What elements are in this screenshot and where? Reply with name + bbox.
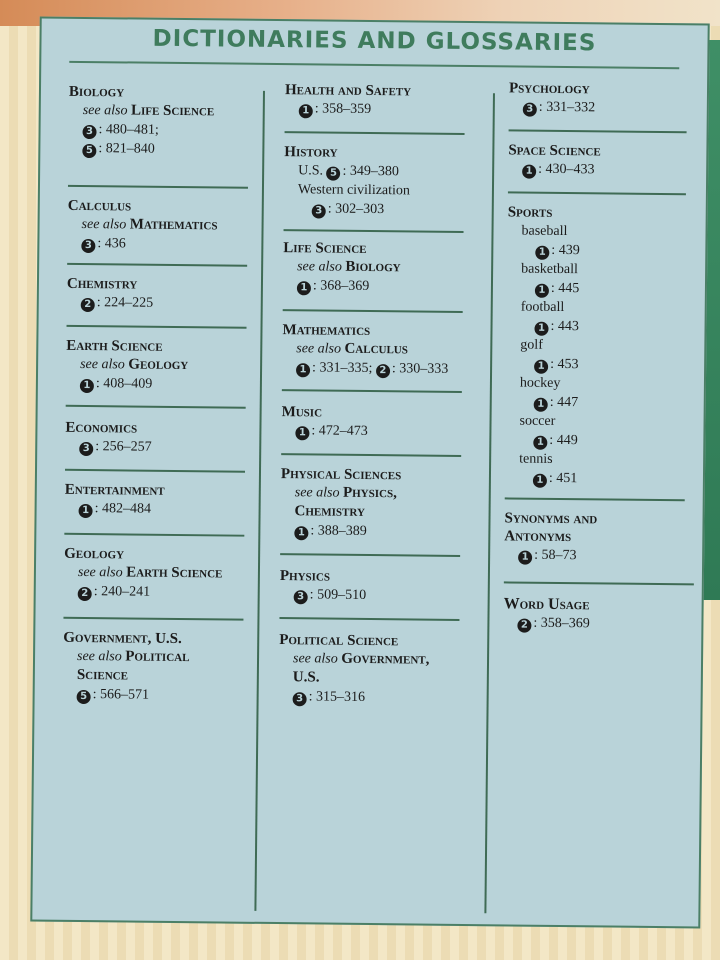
volume-number-icon: 1 xyxy=(533,474,547,488)
entry-head: Space Science xyxy=(508,142,601,160)
sub-entry-western: Western civilization xyxy=(297,182,411,199)
entry-head: Health and Safety xyxy=(284,82,412,100)
volume-number-icon: 2 xyxy=(517,619,531,633)
see-also-line: see also Earth Science xyxy=(77,564,223,582)
entry-sports xyxy=(505,203,688,489)
volume-ref: 1 : 482–484 xyxy=(65,499,245,520)
entry-calculus xyxy=(67,197,248,255)
entry-separator xyxy=(285,131,465,134)
volume-number-icon: 3 xyxy=(312,204,326,218)
volume-ref: 3 : 315–316 xyxy=(279,687,469,708)
volume-ref: 1 : 453 xyxy=(506,354,686,375)
entry-head: Geology xyxy=(64,545,125,563)
column-2 xyxy=(279,82,475,705)
see-also-line: see also Calculus xyxy=(296,340,409,358)
volume-number-icon: 1 xyxy=(535,246,549,260)
sub-entry: hockey xyxy=(519,375,561,391)
volume-ref: 1 : 368–369 xyxy=(283,276,473,297)
entry-geology xyxy=(64,545,245,603)
volume-number-icon: 1 xyxy=(296,363,310,377)
volume-ref: 1 : 451 xyxy=(505,468,685,489)
volume-number-icon: 2 xyxy=(81,298,95,312)
entry-head: Life Science xyxy=(283,240,367,257)
see-also-line: see also Physics, xyxy=(294,484,397,502)
entry-separator xyxy=(68,185,248,188)
column-3 xyxy=(503,80,689,632)
page-title: DICTIONARIES AND GLOSSARIES xyxy=(152,25,597,57)
entry-head: Mathematics xyxy=(282,322,371,339)
sub-entry: basketball xyxy=(521,261,578,278)
sub-entry: golf xyxy=(520,337,543,353)
volume-ref: 3 : 436 xyxy=(67,234,247,255)
entry-head: Synonyms and xyxy=(504,510,598,528)
volume-number-icon: 1 xyxy=(79,504,93,518)
entry-separator xyxy=(67,325,247,328)
entry-head: History xyxy=(284,144,338,161)
entry-head: Economics xyxy=(65,419,138,437)
entry-separator xyxy=(509,129,687,132)
see-also-continuation: U.S. xyxy=(292,669,320,686)
sub-entry: soccer xyxy=(519,413,556,429)
volume-number-icon: 3 xyxy=(523,103,537,117)
entry-head-continuation: Antonyms xyxy=(504,528,572,546)
volume-number-icon: 1 xyxy=(299,104,313,118)
volume-ref: 1 : 447 xyxy=(506,392,686,413)
see-also-continuation: Chemistry xyxy=(294,503,366,520)
volume-number-icon: 1 xyxy=(297,281,311,295)
column-divider-2 xyxy=(484,93,495,913)
volume-ref: 2 : 358–369 xyxy=(503,613,683,634)
see-also-line: see also Geology xyxy=(80,356,189,374)
entry-head: Psychology xyxy=(508,80,590,98)
volume-number-icon: 1 xyxy=(80,379,94,393)
entry-separator xyxy=(67,263,247,266)
volume-number-icon: 3 xyxy=(294,590,308,604)
volume-number-icon: 1 xyxy=(533,436,547,450)
volume-ref: 5 : 821–840 xyxy=(68,139,248,160)
volume-ref: 1 : 430–433 xyxy=(508,159,688,180)
entry-political-science xyxy=(279,631,470,708)
volume-number-icon: 1 xyxy=(522,165,536,179)
sub-entry: football xyxy=(520,299,565,316)
column-divider-1 xyxy=(254,91,265,911)
entry-head: Word Usage xyxy=(503,595,590,614)
volume-number-icon: 1 xyxy=(295,426,309,440)
entry-psychology xyxy=(509,79,689,118)
see-also-line: see also Mathematics xyxy=(81,216,218,234)
see-also-line: see also Biology xyxy=(297,258,401,276)
volume-ref: 1 : 449 xyxy=(505,430,685,451)
entry-separator xyxy=(508,191,686,194)
sub-entry: baseball xyxy=(521,223,568,240)
volume-ref: 1 : 408–409 xyxy=(66,374,246,395)
volume-number-icon: 3 xyxy=(79,442,93,456)
entry-separator xyxy=(281,453,461,456)
entry-synonyms-and-antonyms xyxy=(504,509,685,566)
volume-ref: 1 : 443 xyxy=(506,316,686,337)
sub-entry-us: U.S. 5 : 349–380 xyxy=(298,163,400,180)
volume-number-icon: 1 xyxy=(534,360,548,374)
entry-separator xyxy=(63,617,243,620)
entry-separator xyxy=(66,405,246,408)
volume-number-icon: 5 xyxy=(326,167,340,181)
volume-ref: 1 : 331–335; 2 : 330–333 xyxy=(282,358,472,379)
volume-number-icon: 3 xyxy=(81,239,95,253)
volume-number-icon: 5 xyxy=(77,690,91,704)
volume-ref: 1 : 439 xyxy=(507,240,687,261)
entry-economics xyxy=(65,419,245,458)
entry-government-us xyxy=(63,629,244,706)
entry-separator xyxy=(283,309,463,312)
volume-number-icon: 1 xyxy=(534,398,548,412)
volume-ref: 1 : 58–73 xyxy=(504,545,684,566)
entry-space-science xyxy=(508,141,688,180)
entry-life-science xyxy=(283,239,474,297)
entry-head: Entertainment xyxy=(64,481,165,499)
entry-head: Calculus xyxy=(67,197,132,215)
entry-separator xyxy=(505,497,685,500)
volume-ref: 1 : 472–473 xyxy=(281,421,471,442)
see-also-continuation: Science xyxy=(76,666,129,684)
entry-head: Sports xyxy=(507,204,553,221)
volume-ref: 3 : 480–481; xyxy=(68,120,248,141)
volume-number-icon: 3 xyxy=(293,692,307,706)
entry-head: Political Science xyxy=(279,632,399,650)
title-rule xyxy=(69,61,679,69)
entry-separator xyxy=(65,469,245,472)
entry-separator xyxy=(284,229,464,232)
entry-head: Government, U.S. xyxy=(63,629,182,648)
entry-music xyxy=(281,403,471,442)
volume-number-icon: 3 xyxy=(82,125,96,139)
column-1 xyxy=(63,83,249,703)
entry-separator xyxy=(64,533,244,536)
entry-head: Physics xyxy=(279,568,331,585)
entry-head: Chemistry xyxy=(66,275,138,293)
volume-ref: 2 : 224–225 xyxy=(67,293,247,314)
volume-number-icon: 1 xyxy=(518,551,532,565)
entry-mathematics xyxy=(282,321,473,379)
see-also-line: see also Political xyxy=(76,648,190,666)
volume-ref: 1 : 388–389 xyxy=(280,521,470,542)
volume-ref: 3 : 302–303 xyxy=(284,199,474,220)
volume-ref: 3 : 331–332 xyxy=(509,97,689,118)
volume-number-icon: 2 xyxy=(78,587,92,601)
entry-separator xyxy=(279,617,459,620)
volume-number-icon: 1 xyxy=(535,284,549,298)
volume-number-icon: 2 xyxy=(376,364,390,378)
volume-ref: 3 : 256–257 xyxy=(65,437,245,458)
volume-ref: 1 : 445 xyxy=(507,278,687,299)
entry-head: Biology xyxy=(68,83,125,101)
entry-physics xyxy=(280,567,470,606)
entry-physical-sciences xyxy=(280,465,471,542)
glossary-panel xyxy=(30,17,709,929)
entry-health-and-safety xyxy=(285,81,475,120)
volume-ref: 5 : 566–571 xyxy=(63,685,243,706)
entry-chemistry xyxy=(67,275,247,314)
volume-number-icon: 1 xyxy=(294,526,308,540)
entry-biology xyxy=(68,83,249,160)
entry-earth-science xyxy=(66,337,247,395)
sub-entry: tennis xyxy=(519,451,553,467)
volume-ref: 3 : 509–510 xyxy=(280,585,470,606)
entry-head: Physical Sciences xyxy=(280,466,402,484)
entry-separator xyxy=(504,581,694,584)
volume-ref: 2 : 240–241 xyxy=(64,582,244,603)
volume-number-icon: 5 xyxy=(82,144,96,158)
entry-separator xyxy=(282,389,462,392)
volume-ref: 1 : 358–359 xyxy=(285,99,475,120)
entry-separator xyxy=(280,553,460,556)
entry-head: Music xyxy=(281,404,323,421)
entry-word-usage xyxy=(503,595,683,634)
entry-history xyxy=(284,143,475,220)
volume-number-icon: 1 xyxy=(534,322,548,336)
entry-head: Earth Science xyxy=(66,337,163,355)
entry-entertainment xyxy=(65,481,245,520)
see-also-line: see also Government, xyxy=(292,650,430,668)
see-also-line: see also Life Science xyxy=(82,102,215,120)
